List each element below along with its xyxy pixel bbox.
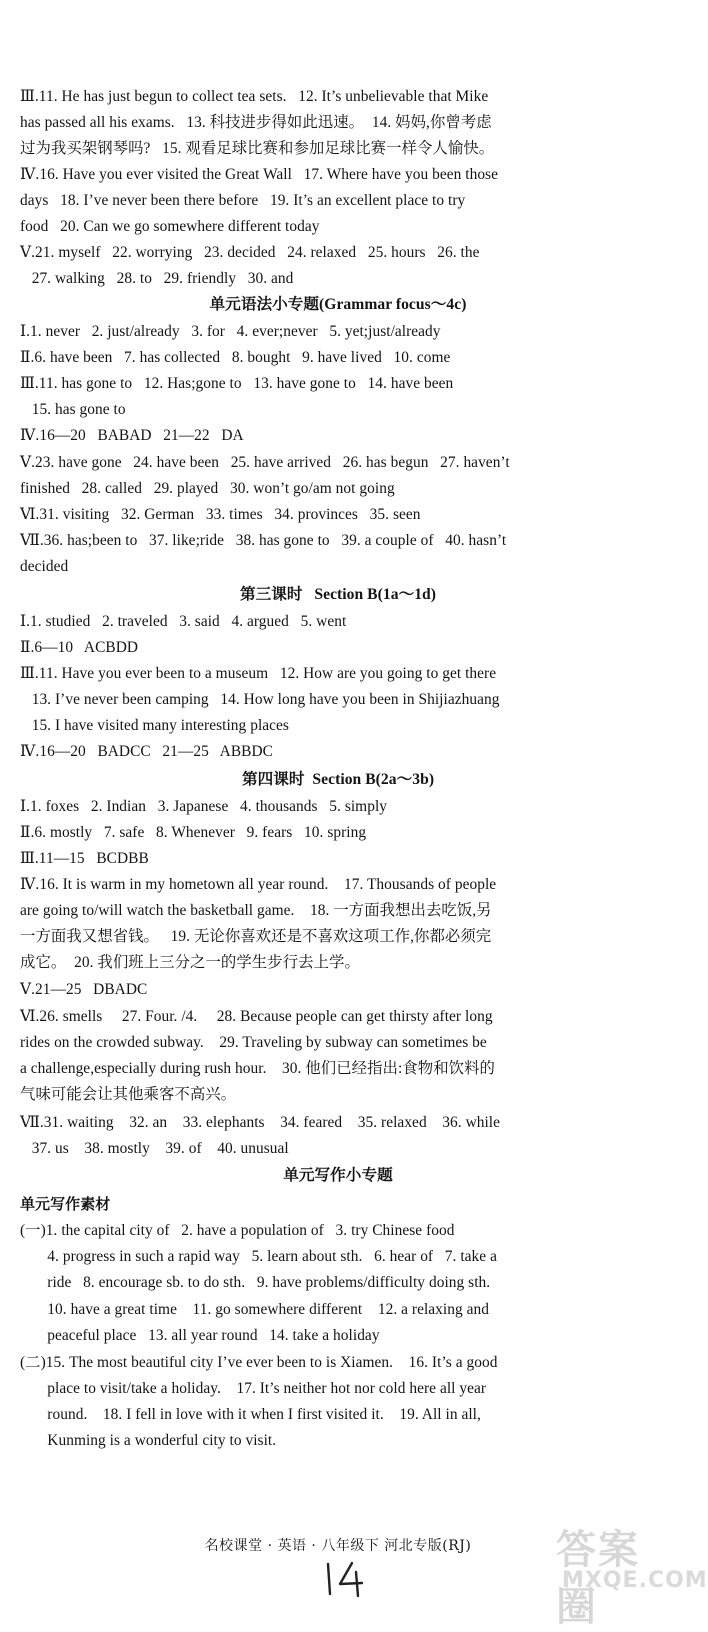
answer-line: Ⅳ.16—20 BABAD 21—22 DA bbox=[20, 427, 244, 444]
answer-line: 气味可能会让其他乘客不高兴。 bbox=[20, 1086, 237, 1103]
answer-line: 15. has gone to bbox=[20, 401, 126, 418]
answer-line: Ⅱ.6. have been 7. has collected 8. bought 9. have lived 10. come bbox=[20, 349, 451, 366]
answer-line: 过为我买架钢琴吗? 15. 观看足球比赛和参加足球比赛一样令人愉快。 bbox=[20, 140, 495, 157]
answer-line: 一方面我又想省钱。 19. 无论你喜欢还是不喜欢这项工作,你都必须完 bbox=[20, 928, 492, 945]
answer-line: are going to/will watch the basketball game. 18. 一方面我想出去吃饭,另 bbox=[20, 902, 492, 919]
answer-line: 27. walking 28. to 29. friendly 30. and bbox=[20, 270, 294, 287]
page-footer: 名校课堂 · 英语 · 八年级下 河北专版(RJ) bbox=[204, 1538, 472, 1554]
site-watermark bbox=[548, 1518, 708, 1630]
answer-line: Ⅶ.36. has;been to 37. like;ride 38. has gone to 39. a couple of 40. hasn’t bbox=[20, 532, 507, 549]
answer-line: Ⅲ.11. Have you ever been to a museum 12. How are you going to get there bbox=[20, 665, 497, 682]
answer-line: Ⅱ.6. mostly 7. safe 8. Whenever 9. fears 10. spring bbox=[20, 824, 367, 841]
answer-line: Ⅰ.1. never 2. just/already 3. for 4. ever;never 5. yet;just/already bbox=[20, 323, 441, 340]
section-heading: 第四课时 Section B(2a～3b) bbox=[241, 771, 435, 788]
section-heading: 单元语法小专题(Grammar focus～4c) bbox=[209, 296, 467, 313]
answer-line: food 20. Can we go somewhere different today bbox=[20, 218, 320, 235]
subsection-heading: 单元写作素材 bbox=[20, 1197, 111, 1213]
answer-line: peaceful place 13. all year round 14. take a holiday bbox=[20, 1327, 380, 1344]
answer-line: Ⅴ.23. have gone 24. have been 25. have arrived 26. has begun 27. haven’t bbox=[20, 454, 510, 471]
answer-line: round. 18. I fell in love with it when I first visited it. 19. All in all, bbox=[20, 1406, 481, 1423]
answer-line: 15. I have visited many interesting places bbox=[20, 717, 289, 734]
answer-line: Ⅳ.16. It is warm in my hometown all year round. 17. Thousands of people bbox=[20, 876, 497, 893]
answer-line: has passed all his exams. 13. 科技进步得如此迅速。 14. 妈妈,你曾考虑 bbox=[20, 114, 492, 131]
answer-line: 37. us 38. mostly 39. of 40. unusual bbox=[20, 1140, 289, 1157]
answer-line: Ⅲ.11. has gone to 12. Has;gone to 13. have gone to 14. have been bbox=[20, 375, 454, 392]
answer-line: Ⅵ.31. visiting 32. German 33. times 34. provinces 35. seen bbox=[20, 506, 421, 523]
answer-line: place to visit/take a holiday. 17. It’s neither hot nor cold here all year bbox=[20, 1380, 487, 1397]
answer-line: days 18. I’ve never been there before 19. It’s an excellent place to try bbox=[20, 192, 466, 209]
answer-line: Ⅲ.11. He has just begun to collect tea sets. 12. It’s unbelievable that Mike bbox=[20, 88, 489, 105]
answer-line: a challenge,especially during rush hour. 30. 他们已经指出:食物和饮料的 bbox=[20, 1060, 495, 1077]
answer-line: Ⅲ.11—15 BCDBB bbox=[20, 850, 149, 867]
answer-line: rides on the crowded subway. 29. Traveling by subway can sometimes be bbox=[20, 1034, 487, 1051]
answer-line: 4. progress in such a rapid way 5. learn about sth. 6. hear of 7. take a bbox=[20, 1248, 497, 1265]
section-heading: 第三课时 Section B(1a～1d) bbox=[239, 586, 437, 603]
handwritten-page-number bbox=[322, 1558, 382, 1598]
answer-line: (二)15. The most beautiful city I’ve ever been to is Xiamen. 16. It’s a good bbox=[20, 1354, 498, 1371]
answer-line: decided bbox=[20, 558, 69, 575]
answer-line: Ⅶ.31. waiting 32. an 33. elephants 34. feared 35. relaxed 36. while bbox=[20, 1114, 501, 1131]
answer-line: Ⅱ.6—10 ACBDD bbox=[20, 639, 139, 656]
watermark-url: MXQE.COM bbox=[562, 1568, 708, 1593]
answer-line: Ⅳ.16—20 BADCC 21—25 ABBDC bbox=[20, 743, 273, 760]
answer-line: Ⅰ.1. foxes 2. Indian 3. Japanese 4. thousands 5. simply bbox=[20, 798, 388, 815]
answer-line: finished 28. called 29. played 30. won’t go/am not going bbox=[20, 480, 395, 497]
answer-line: 成它。 20. 我们班上三分之一的学生步行去上学。 bbox=[20, 954, 360, 971]
answer-line: (一)1. the capital city of 2. have a population of 3. try Chinese food bbox=[20, 1222, 455, 1239]
watermark-logo: 答案圈 bbox=[556, 1527, 640, 1630]
answer-line: 10. have a great time 11. go somewhere different 12. a relaxing and bbox=[20, 1301, 489, 1318]
answer-line: Ⅴ.21—25 DBADC bbox=[20, 981, 148, 998]
answer-line: Kunming is a wonderful city to visit. bbox=[20, 1432, 277, 1449]
section-heading: 单元写作小专题 bbox=[283, 1167, 393, 1184]
answer-line: Ⅴ.21. myself 22. worrying 23. decided 24. relaxed 25. hours 26. the bbox=[20, 244, 480, 261]
answer-line: Ⅵ.26. smells 27. Four. /4. 28. Because people can get thirsty after long bbox=[20, 1008, 493, 1025]
answer-line: Ⅳ.16. Have you ever visited the Great Wall 17. Where have you been those bbox=[20, 166, 498, 183]
answer-line: ride 8. encourage sb. to do sth. 9. have problems/difficulty doing sth. bbox=[20, 1274, 491, 1291]
answer-line: Ⅰ.1. studied 2. traveled 3. said 4. argued 5. went bbox=[20, 613, 347, 630]
answer-line: 13. I’ve never been camping 14. How long have you been in Shijiazhuang bbox=[20, 691, 500, 708]
